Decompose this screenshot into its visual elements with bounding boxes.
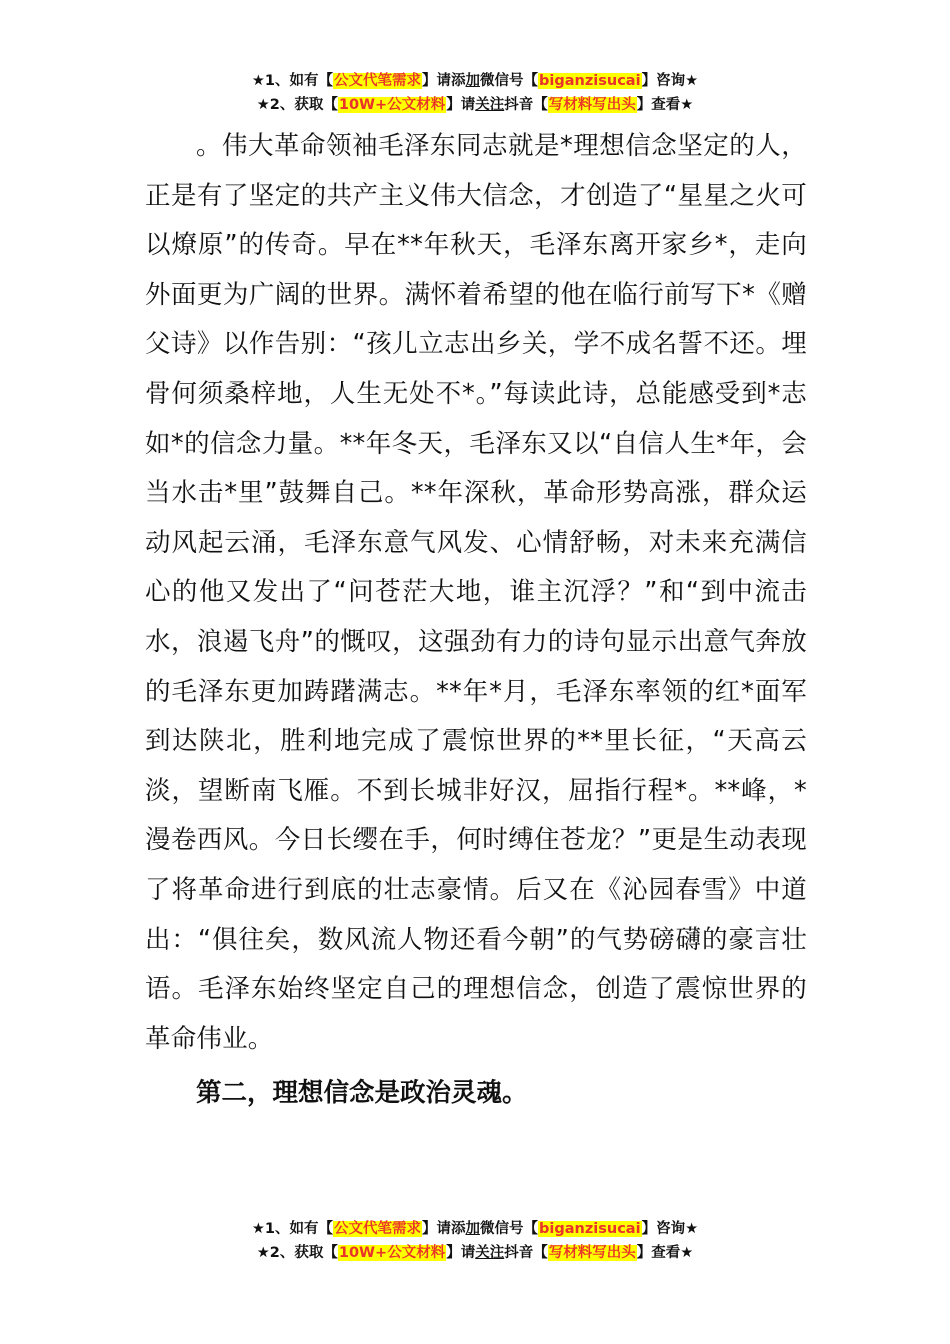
banner-highlight-materials: 10W+公文材料: [338, 1245, 446, 1261]
banner-line-1-mid: 】请添: [422, 1221, 466, 1237]
banner-highlight-douyin-account: 写材料写出头: [548, 97, 636, 113]
banner-line-1-suffix: 】咨询★: [641, 73, 699, 89]
banner-highlight-service: 公文代笔需求: [334, 73, 422, 89]
section-heading: 第二，理想信念是政治灵魂。: [196, 1078, 528, 1108]
banner-line-2: [0, 93, 950, 117]
banner-line-2-suffix: 】查看★: [636, 1245, 694, 1261]
banner-line-1-suffix: 】咨询★: [641, 1221, 699, 1237]
banner-line-2: [0, 1241, 950, 1265]
banner-line-1-mid-2: 微信号【: [480, 1221, 539, 1237]
banner-highlight-service: 公文代笔需求: [334, 1221, 422, 1237]
banner-line-2-prefix: ★2、获取【: [256, 1245, 338, 1261]
banner-line-1-prefix: ★1、如有【: [251, 73, 334, 89]
banner-line-1-emphasis: 加: [465, 1221, 481, 1237]
banner-line-1-mid: 】请添: [422, 73, 466, 89]
banner-line-2-mid: 】请: [446, 1245, 476, 1261]
banner-line-1-prefix: ★1、如有【: [251, 1221, 334, 1237]
banner-line-2-suffix: 】查看★: [636, 97, 694, 113]
banner-line-1: [0, 1217, 950, 1241]
banner-highlight-materials: 10W+公文材料: [338, 97, 446, 113]
banner-line-1-emphasis: 加: [465, 73, 481, 89]
body-paragraph: 。伟大革命领袖毛泽东同志就是*理想信念坚定的人，正是有了坚定的共产主义伟大信念，才创造了“星星之火可以燎原”的传奇。早在**年秋天，毛泽东离开家乡*，走向外面更为广阔的世界。满怀着希望的他在临行前写下*《赠父诗》以作告别：“孩儿立志出乡关，学不成名誓不还。埋骨何须桑梓地，人生无处不*。”每读此诗，总能感受到*志如*的信念力量。**年冬天，毛泽东又以“自信人生*年，会当水击*里”鼓舞自己。**年深秋，革命形势高涨，群众运动风起云涌，毛泽东意气风发、心情舒畅，对未来充满信心的他又发出了“问苍茫大地，谁主沉浮？”和“到中流击水，浪遏飞舟”的慨叹，这强劲有力的诗句显示出意气奔放的毛泽东更加踌躇满志。**年*月，毛泽东率领的红*面军到达陕北，胜利地完成了震惊世界的**里长征，“天高云淡，望断南飞雁。不到长城非好汉，屈指行程*。**峰，*漫卷西风。今日长缨在手，何时缚住苍龙？”更是生动表现了将革命进行到底的壮志豪情。后又在《沁园春雪》中道出：“俱往矣，数风流人物还看今朝”的气势磅礴的豪言壮语。毛泽东始终坚定自己的理想信念，创造了震惊世界的革命伟业。: [145, 131, 807, 1054]
banner-line-1: [0, 69, 950, 93]
banner-highlight-douyin-account: 写材料写出头: [548, 1245, 636, 1261]
banner-line-1-mid-2: 微信号【: [480, 73, 539, 89]
banner-line-2-prefix: ★2、获取【: [256, 97, 338, 113]
footer-banner: [0, 1217, 950, 1265]
banner-line-2-emphasis: 关注: [475, 1245, 505, 1261]
header-banner: [0, 69, 950, 117]
banner-line-2-mid: 】请: [446, 97, 476, 113]
banner-line-2-mid-2: 抖音【: [504, 97, 548, 113]
banner-highlight-wechat-id: biganzisucai: [539, 73, 641, 89]
banner-line-2-emphasis: 关注: [475, 97, 505, 113]
banner-line-2-mid-2: 抖音【: [504, 1245, 548, 1261]
banner-highlight-wechat-id: biganzisucai: [539, 1221, 641, 1237]
